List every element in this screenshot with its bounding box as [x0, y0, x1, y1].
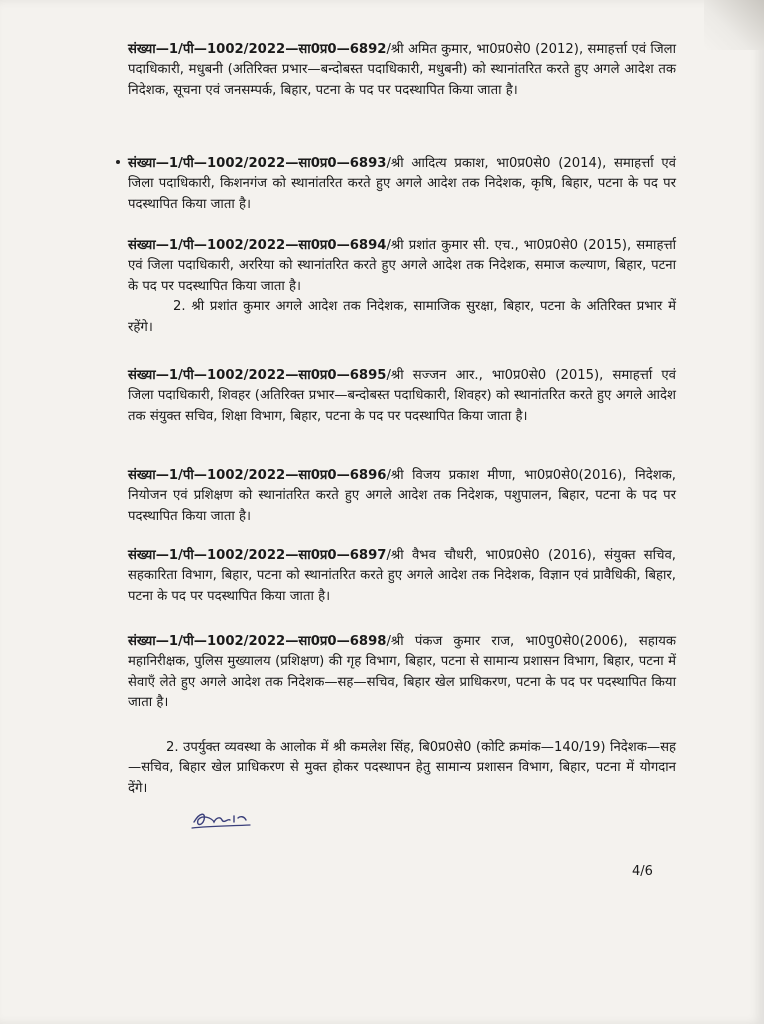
order-text: /श्री अमित कुमार, भा0प्र0से0 (2012), समाहर्त्ता एवं जिला पदाधिकारी, मधुबनी (अतिरिक्त प्रभार—बन्दोबस्त पदाधिकारी, मधुबनी) को स्थानांतरित करते हुए अगले आदेश तक निदेशक, सूचना एवं जनसम्पर्क, बिहार, पटना के पद पर पदस्थापित किया जाता है। [128, 42, 676, 98]
order-text: /श्री विजय प्रकाश मीणा, भा0प्र0से0(2016), निदेशक, नियोजन एवं प्रशिक्षण को स्थानांतरित करते हुए अगले आदेश तक निदेशक, पशुपालन, बिहार, पटना के पद पर पदस्थापित किया जाता है। [128, 468, 676, 524]
order-number: संख्या—1/पी—1002/2022—सा0प्र0—6898 [128, 634, 387, 649]
order-text: /श्री पंकज कुमार राज, भा0पु0से0(2006), सहायक महानिरीक्षक, पुलिस मुख्यालय (प्रशिक्षण) की गृह विभाग, बिहार, पटना से सामान्य प्रशासन विभाग, बिहार, पटना में सेवाएँ लेते हुए अगले आदेश तक निदेशक—सह—सचिव, बिहार खेल प्राधिकरण, पटना के पद पर पदस्थापित किया जाता है। [128, 634, 676, 711]
order-6896 [128, 466, 676, 527]
order-6894 [128, 236, 676, 338]
order-6897 [128, 546, 676, 607]
order-6895 [128, 366, 676, 427]
initials-signature [190, 804, 260, 834]
order-number: संख्या—1/पी—1002/2022—सा0प्र0—6897 [128, 548, 387, 563]
order-number: संख्या—1/पी—1002/2022—सा0प्र0—6892 [128, 42, 387, 57]
page-number: 4/6 [632, 864, 653, 879]
page-corner-shadow [704, 0, 764, 50]
order-text: /श्री आदित्य प्रकाश, भा0प्र0से0 (2014), समाहर्त्ता एवं जिला पदाधिकारी, किशनगंज को स्थानांतरित करते हुए अगले आदेश तक निदेशक, कृषि, बिहार, पटना के पद पर पदस्थापित किया जाता है। [128, 156, 676, 212]
order-text: /श्री वैभव चौधरी, भा0प्र0से0 (2016), संयुक्त सचिव, सहकारिता विभाग, बिहार, पटना को स्थानांतरित करते हुए अगले आदेश तक निदेशक, विज्ञान एवं प्रावैधिकी, बिहार, पटना के पद पर पदस्थापित किया जाता है। [128, 548, 676, 604]
order-6893 [128, 154, 676, 215]
order-text: /श्री प्रशांत कुमार सी. एच., भा0प्र0से0 (2015), समाहर्त्ता एवं जिला पदाधिकारी, अररिया को स्थानांतरित करते हुए अगले आदेश तक निदेशक, समाज कल्याण, बिहार, पटना के पद पर पदस्थापित किया जाता है। [128, 238, 676, 294]
order-number: संख्या—1/पी—1002/2022—सा0प्र0—6894 [128, 238, 387, 253]
margin-mark [116, 160, 120, 164]
order-para-1 [128, 236, 676, 297]
order-number: संख्या—1/पी—1002/2022—सा0प्र0—6893 [128, 156, 387, 171]
final-paragraph: 2. उपर्युक्त व्यवस्था के आलोक में श्री कमलेश सिंह, बि0प्र0से0 (कोटि क्रमांक—140/19) निदेशक—सह—सचिव, बिहार खेल प्राधिकरण से मुक्त होकर पदस्थापन हेतु सामान्य प्रशासन विभाग, बिहार, पटना में योगदान देंगे। [128, 740, 676, 796]
order-6898 [128, 632, 676, 714]
order-number: संख्या—1/पी—1002/2022—सा0प्र0—6895 [128, 368, 387, 383]
order-para-2: 2. श्री प्रशांत कुमार अगले आदेश तक निदेशक, सामाजिक सुरक्षा, बिहार, पटना के अतिरिक्त प्रभार में रहेंगे। [128, 299, 676, 335]
order-text: /श्री सज्जन आर., भा0प्र0से0 (2015), समाहर्त्ता एवं जिला पदाधिकारी, शिवहर (अतिरिक्त प्रभार—बन्दोबस्त पदाधिकारी, शिवहर) को स्थानांतरित करते हुए अगले आदेश तक संयुक्त सचिव, शिक्षा विभाग, बिहार, पटना के पद पर पदस्थापित किया जाता है। [128, 368, 676, 424]
order-number: संख्या—1/पी—1002/2022—सा0प्र0—6896 [128, 468, 387, 483]
order-6892 [128, 40, 676, 101]
